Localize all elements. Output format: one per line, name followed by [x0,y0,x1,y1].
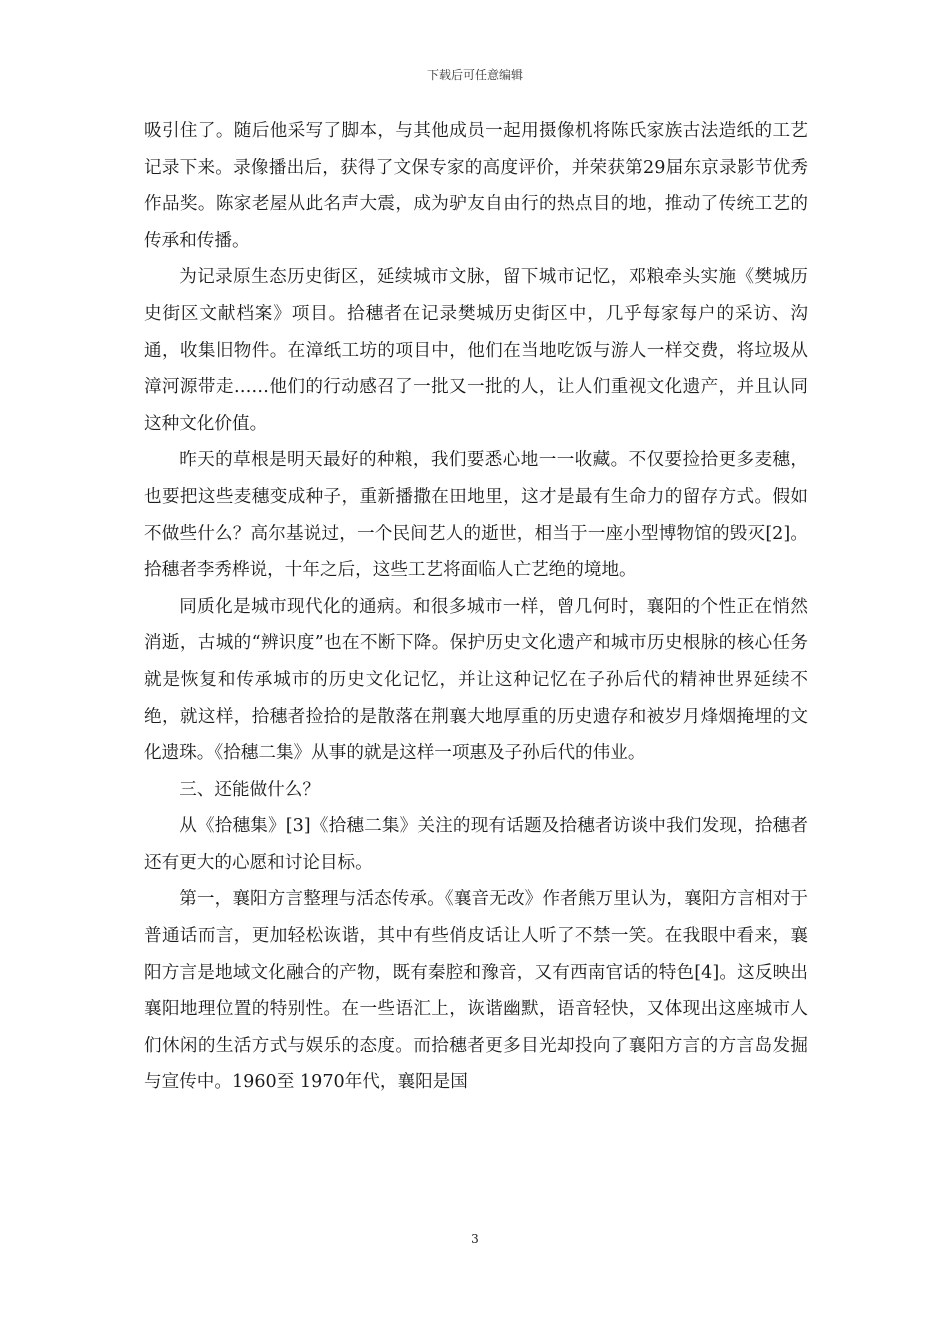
paragraph-further-goals: 从《拾穗集》[3]《拾穗二集》关注的现有话题及拾穗者访谈中我们发现，拾穗者还有更大的心愿和讨论目标。 [144,816,808,873]
paragraph-dialect: 第一，襄阳方言整理与活态传承。《襄音无改》作者熊万里认为，襄阳方言相对于普通话而言，更加轻松诙谐，其中有些俏皮话让人听了不禁一笑。在我眼中看来，襄阳方言是地域文化融合的产物，既有秦腔和豫音，又有西南官话的特色[4]。这反映出襄阳地理位置的特别性。在一些语汇上，诙谐幽默，语音轻快，又体现出这座城市人们休闲的生活方式与娱乐的态度。而拾穗者更多目光却投向了襄阳方言的方言岛发掘与宣传中。1960至 1970年代，襄阳是国 [144,889,808,1093]
document-body [144,113,808,1101]
page-number: 3 [471,1232,479,1246]
paragraph-homogenization: 同质化是城市现代化的通病。和很多城市一样，曾几何时，襄阳的个性正在悄然消逝，古城的“辨识度”也在不断下降。保护历史文化遗产和城市历史根脉的核心任务就是恢复和传承城市的历史文化记忆，并让这种记忆在子孙后代的精神世界延续不绝，就这样，拾穗者捡拾的是散落在荆襄大地厚重的历史遗存和被岁月烽烟掩埋的文化遗珠。《拾穗二集》从事的就是这样一项惠及子孙后代的伟业。 [144,596,808,764]
paragraph-grassroots-seeds: 昨天的草根是明天最好的种粮，我们要悉心地一一收藏。不仅要捡拾更多麦穗，也要把这些麦穗变成种子，重新播撒在田地里，这才是最有生命力的留存方式。假如不做些什么？高尔基说过，一个民间艺人的逝世，相当于一座小型博物馆的毁灭[2]。拾穗者李秀桦说，十年之后，这些工艺将面临人亡艺绝的境地。 [144,450,808,581]
paragraph-continuation: 吸引住了。随后他采写了脚本，与其他成员一起用摄像机将陈氏家族古法造纸的工艺记录下来。录像播出后，获得了文保专家的高度评价，并荣获第29届东京录影节优秀作品奖。陈家老屋从此名声大震，成为驴友自由行的热点目的地，推动了传统工艺的传承和传播。 [144,121,808,251]
section-heading: 三、还能做什么？ [179,779,320,800]
page-header: 下载后可任意编辑 [426,68,523,82]
paragraph-historic-district: 为记录原生态历史街区，延续城市文脉，留下城市记忆，邓粮牵头实施《樊城历史街区文献档案》项目。拾穗者在记录樊城历史街区中，几乎每家每户的采访、沟通，收集旧物件。在漳纸工坊的项目中，他们在当地吃饭与游人一样交费，将垃圾从漳河源带走……他们的行动感召了一批又一批的人，让人们重视文化遗产，并且认同这种文化价值。 [144,267,808,434]
